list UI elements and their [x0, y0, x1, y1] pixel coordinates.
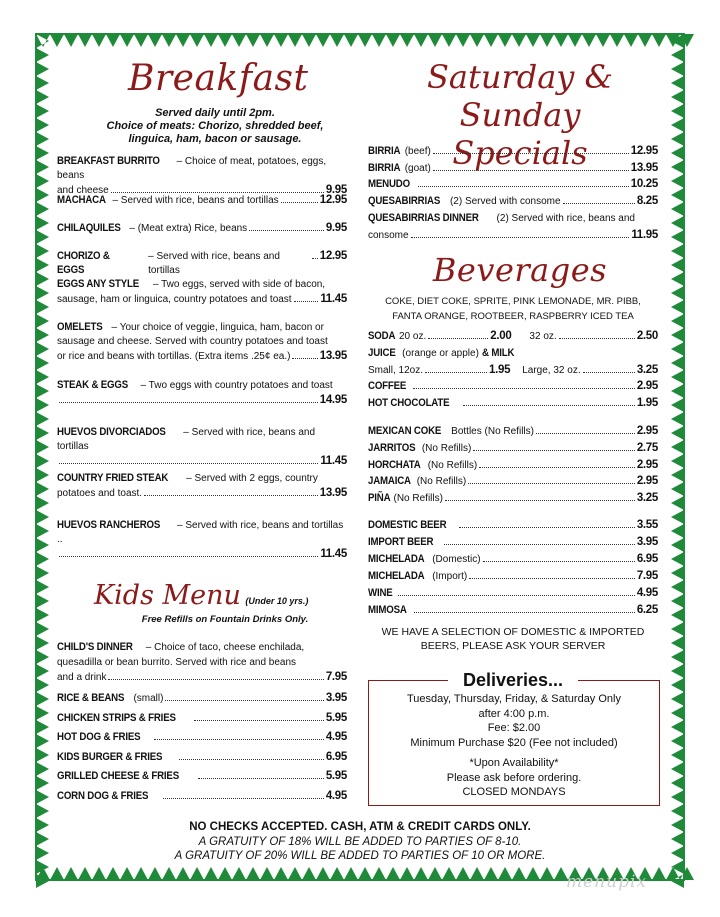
- dot-leader: [483, 561, 635, 562]
- item-desc: – Two eggs, served with side of bacon,: [150, 279, 326, 290]
- breakfast-meats-1: Choice of meats: Chorizo, shredded beef,: [106, 120, 324, 132]
- item-name: HORCHATA: [368, 458, 421, 471]
- mexican-drink: [368, 474, 658, 489]
- dot-leader: [179, 759, 324, 760]
- item-desc: – Choice of taco, cheese enchilada,: [142, 642, 305, 653]
- item-price: 2.50: [636, 330, 658, 342]
- breakfast-item: [57, 221, 347, 236]
- item-desc: potatoes and toast.: [57, 488, 143, 499]
- item-name: MICHELADA: [368, 570, 425, 582]
- item-name: HUEVOS RANCHEROS: [57, 519, 161, 531]
- mexican-drink: [368, 441, 658, 456]
- item-price: 11.45: [320, 293, 347, 305]
- dot-leader: [418, 186, 629, 187]
- dot-leader: [294, 301, 319, 302]
- item-name: MENUDO: [368, 178, 410, 191]
- kids-header: [94, 580, 354, 611]
- dot-leader: [428, 338, 488, 339]
- kids-item: [57, 730, 347, 744]
- item-desc: – Two eggs with country potatoes and toast: [137, 380, 333, 391]
- item-name: JAMAICA: [368, 475, 411, 488]
- item-price: 2.95: [636, 475, 658, 488]
- item-price: 1.95: [489, 364, 511, 376]
- closed-mondays: CLOSED MONDAYS: [462, 786, 566, 798]
- item-price: 6.25: [636, 604, 658, 616]
- breakfast-item: [57, 518, 347, 561]
- item-name: & MILK: [481, 347, 514, 359]
- item-price: 2.75: [636, 441, 658, 454]
- item-name: IMPORT BEER: [368, 536, 434, 548]
- item-price: 6.95: [636, 553, 658, 565]
- item-price: 2.95: [636, 458, 658, 471]
- gratuity-18: A GRATUITY OF 18% WILL BE ADDED TO PARTIES OF 8-10.: [198, 835, 522, 848]
- kids-refills: Free Refills on Fountain Drinks Only.: [141, 614, 309, 625]
- item-note: (Import): [432, 571, 468, 582]
- item-name: CHILAQUILES: [57, 222, 121, 234]
- juice-milk: [368, 345, 658, 379]
- item-price: 9.95: [325, 184, 347, 196]
- size-label: 32 oz.: [529, 331, 557, 342]
- item-price: 3.95: [636, 536, 658, 548]
- item-price: 9.95: [325, 222, 347, 234]
- kids-item: [57, 691, 347, 706]
- item-price: 11.45: [320, 548, 347, 560]
- deliveries-time: after 4:00 p.m.: [478, 707, 550, 720]
- beer-note-1: WE HAVE A SELECTION OF DOMESTIC & IMPORTED: [381, 626, 645, 638]
- breakfast-item: [57, 320, 347, 364]
- weekend-title-2: Sunday Specials: [452, 96, 588, 172]
- dot-leader: [414, 612, 635, 613]
- alcohol-drink: [368, 518, 658, 532]
- payment-note: NO CHECKS ACCEPTED. CASH, ATM & CREDIT CARDS ONLY.: [189, 821, 531, 833]
- breakfast-meats-2: linguica, ham, bacon or sausage.: [128, 133, 302, 145]
- item-price: 8.25: [636, 195, 658, 208]
- dot-leader: [563, 203, 635, 204]
- soda-flavors-2: FANTA ORANGE, ROOTBEER, RASPBERRY ICED TEA: [392, 311, 634, 322]
- deliveries-fee: Fee: $2.00: [487, 722, 541, 734]
- kids-age: (Under 10 yrs.): [245, 596, 309, 606]
- dot-leader: [163, 798, 324, 799]
- dot-leader: [281, 202, 318, 203]
- dot-leader: [433, 170, 629, 171]
- mexican-drink: [368, 458, 658, 473]
- item-price: 1.95: [636, 397, 658, 409]
- item-note: (Domestic): [432, 554, 481, 565]
- item-name: WINE: [368, 587, 393, 599]
- item-desc: – (Meat extra) Rice, beans: [129, 223, 248, 234]
- mexican-drink: [368, 491, 658, 506]
- item-name: COFFEE: [368, 380, 407, 392]
- dot-leader: [445, 500, 635, 501]
- kids-title: Kids Menu: [94, 580, 241, 611]
- dot-leader: [198, 778, 324, 779]
- item-price: 11.45: [320, 455, 347, 467]
- item-desc: sausage, ham or linguica, country potatoes and toast: [57, 294, 292, 305]
- item-price: 14.95: [319, 394, 347, 406]
- dot-leader: [292, 358, 317, 359]
- breakfast-item: [57, 249, 347, 278]
- item-price: 5.95: [325, 770, 347, 783]
- quesabirrias-dinner: [368, 210, 658, 244]
- item-desc: – Served with rice, beans and tortillas ..: [57, 520, 344, 545]
- item-price: 4.95: [325, 731, 347, 744]
- weekend-title-1: Saturday &: [426, 58, 614, 96]
- item-name: PIÑA: [368, 492, 391, 505]
- breakfast-hours: Served daily until 2pm.: [155, 107, 275, 119]
- item-price: 4.95: [636, 587, 658, 599]
- footer: [60, 820, 660, 864]
- item-name: EGGS ANY STYLE: [57, 278, 139, 290]
- weekend-item: [368, 144, 658, 159]
- item-desc: – Your choice of veggie, linguica, ham, bacon or: [108, 322, 324, 333]
- kids-item: [57, 789, 347, 803]
- item-desc: – Served with rice, beans and tortillas: [57, 427, 316, 452]
- item-name: HOT CHOCOLATE: [368, 397, 450, 409]
- weekend-item: [368, 161, 658, 176]
- deliveries-minimum: Minimum Purchase $20 (Fee not included): [410, 736, 618, 749]
- item-desc: – Served with 2 eggs, country: [183, 473, 318, 484]
- item-name: CHICKEN STRIPS & FRIES: [57, 711, 176, 724]
- item-name: GRILLED CHEESE & FRIES: [57, 770, 179, 783]
- soda-row: [368, 329, 658, 344]
- item-name: HOT DOG & FRIES: [57, 731, 141, 744]
- dot-leader: [249, 230, 324, 231]
- dot-leader: [59, 556, 318, 557]
- item-price: 12.95: [319, 194, 347, 206]
- dot-leader: [154, 739, 324, 740]
- dot-leader: [459, 527, 635, 528]
- item-note: Bottles (No Refills): [451, 426, 534, 437]
- size-label: Large, 32 oz.: [522, 365, 581, 376]
- breakfast-item: [57, 425, 347, 468]
- breakfast-item: [57, 154, 347, 198]
- item-note: (beef): [404, 146, 431, 157]
- dot-leader: [413, 388, 634, 389]
- kids-item: [57, 750, 347, 764]
- item-desc: or rice and beans with tortillas. (Extra items .25¢ ea.): [57, 351, 291, 362]
- item-desc: – Served with rice, beans and tortillas: [112, 195, 279, 206]
- dot-leader: [398, 595, 635, 596]
- kids-item: [57, 711, 347, 725]
- weekend-item: [368, 194, 658, 209]
- item-note: (No Refills): [416, 476, 467, 488]
- soda-flavors: [368, 294, 658, 324]
- item-desc: consome: [368, 230, 409, 241]
- item-name: SODA: [368, 330, 396, 342]
- item-price: 3.25: [636, 364, 658, 376]
- dot-leader: [108, 679, 323, 680]
- item-price: 10.25: [630, 178, 658, 191]
- kids-item: [57, 769, 347, 783]
- dot-leader: [411, 237, 630, 238]
- deliveries-availability: *Upon Availability*: [469, 757, 559, 769]
- item-name: CHILD'S DINNER: [57, 641, 133, 653]
- dot-leader: [468, 483, 635, 484]
- hot-drink: [368, 379, 658, 393]
- breakfast-title: Breakfast: [128, 58, 309, 99]
- item-name: BREAKFAST BURRITO: [57, 155, 160, 167]
- dot-leader: [444, 544, 635, 545]
- dot-leader: [165, 700, 323, 701]
- item-name: CORN DOG & FRIES: [57, 790, 149, 802]
- item-price: 3.55: [636, 519, 658, 531]
- alcohol-drink: [368, 603, 658, 617]
- alcohol-drink: [368, 552, 658, 567]
- item-price: 13.95: [319, 487, 347, 499]
- breakfast-item: [57, 277, 347, 307]
- item-price: 2.95: [636, 380, 658, 392]
- dot-leader: [433, 153, 629, 154]
- watermark: menupix: [566, 872, 647, 892]
- item-name: OMELETS: [57, 321, 103, 333]
- breakfast-item: [57, 193, 347, 208]
- item-name: QUESABIRRIAS: [368, 195, 441, 208]
- hot-drink: [368, 396, 658, 410]
- item-price: 12.95: [630, 145, 658, 157]
- item-note: (2) Served with consome: [449, 196, 561, 208]
- item-note: (small): [133, 693, 164, 704]
- dot-leader: [473, 450, 635, 451]
- beer-note: [366, 625, 660, 653]
- item-name: BIRRIA: [368, 145, 401, 157]
- item-name: JARRITOS: [368, 441, 416, 454]
- dot-leader: [425, 372, 487, 373]
- item-price: 2.95: [636, 425, 658, 437]
- item-name: HUEVOS DIVORCIADOS: [57, 426, 166, 438]
- item-note: (No Refills): [427, 459, 478, 471]
- breakfast-item: [57, 471, 347, 501]
- item-price: 7.95: [636, 570, 658, 582]
- alcohol-drink: [368, 569, 658, 584]
- item-price: 13.95: [319, 350, 347, 362]
- item-desc: (2) Served with rice, beans and: [493, 213, 635, 224]
- item-desc: and a drink: [57, 672, 107, 683]
- item-name: MIMOSA: [368, 604, 407, 616]
- item-price: 12.95: [319, 250, 347, 262]
- item-desc: sausage and cheese. Served with country potatoes and toast: [57, 336, 328, 347]
- dot-leader: [479, 467, 635, 468]
- dot-leader: [144, 495, 318, 496]
- alcohol-drink: [368, 535, 658, 549]
- childs-dinner: [57, 640, 347, 685]
- item-name: DOMESTIC BEER: [368, 519, 447, 531]
- soda-flavors-1: COKE, DIET COKE, SPRITE, PINK LEMONADE, MR. PIBB,: [385, 296, 641, 307]
- beer-note-2: BEERS, PLEASE ASK YOUR SERVER: [420, 640, 606, 652]
- dot-leader: [463, 405, 635, 406]
- deliveries-ask: Please ask before ordering.: [446, 771, 582, 784]
- dot-leader: [583, 372, 635, 373]
- item-note: (orange or apple): [399, 348, 482, 359]
- dot-leader: [59, 463, 318, 464]
- item-desc: – Choice of meat, potatoes, eggs, beans: [57, 156, 327, 181]
- item-price: 3.95: [325, 692, 347, 704]
- item-name: CHORIZO & EGGS: [57, 250, 110, 276]
- dot-leader: [312, 258, 318, 259]
- item-price: 5.95: [325, 711, 347, 724]
- item-note: (No Refills): [421, 442, 472, 454]
- item-price: 7.95: [325, 671, 347, 683]
- item-price: 6.95: [325, 750, 347, 763]
- breakfast-item: [57, 378, 347, 407]
- item-desc: and cheese: [57, 185, 109, 196]
- dot-leader: [559, 338, 635, 339]
- item-name: COUNTRY FRIED STEAK: [57, 472, 169, 484]
- item-name: BIRRIA: [368, 161, 401, 174]
- item-desc: – Served with rice, beans and tortillas: [148, 251, 280, 276]
- item-name: QUESABIRRIAS DINNER: [368, 212, 479, 224]
- item-name: RICE & BEANS: [57, 692, 125, 704]
- dot-leader: [536, 433, 635, 434]
- gratuity-20: A GRATUITY OF 20% WILL BE ADDED TO PARTIES OF 10 OR MORE.: [174, 850, 546, 862]
- item-name: KIDS BURGER & FRIES: [57, 750, 163, 763]
- alcohol-drink: [368, 586, 658, 600]
- item-name: MEXICAN COKE: [368, 425, 442, 437]
- size-label: Small, 12oz.: [368, 365, 424, 376]
- item-note: (goat): [404, 162, 431, 174]
- item-name: MICHELADA: [368, 553, 425, 565]
- breakfast-subtitle: [80, 107, 350, 146]
- item-name: STEAK & EGGS: [57, 379, 129, 391]
- beverages-title: Beverages: [432, 251, 608, 289]
- dot-leader: [469, 578, 635, 579]
- item-desc: quesadilla or bean burrito. Served with rice and beans: [57, 657, 297, 668]
- dot-leader: [59, 402, 318, 403]
- item-note: (No Refills): [393, 493, 443, 505]
- item-name: JUICE: [368, 347, 396, 359]
- dot-leader: [194, 720, 324, 721]
- deliveries-title: Deliveries...: [448, 669, 578, 691]
- item-price: 13.95: [630, 161, 658, 174]
- item-price: 2.00: [490, 330, 512, 342]
- weekend-item: [368, 177, 658, 191]
- item-price: 4.95: [325, 790, 347, 802]
- item-price: 3.25: [636, 492, 658, 505]
- item-price: 11.95: [631, 229, 658, 241]
- deliveries-days: Tuesday, Thursday, Friday, & Saturday Only: [407, 693, 621, 705]
- item-name: MACHACA: [57, 194, 106, 206]
- deliveries-info: [370, 692, 658, 800]
- mexican-drink: [368, 424, 658, 439]
- size-label: 20 oz.: [398, 331, 427, 342]
